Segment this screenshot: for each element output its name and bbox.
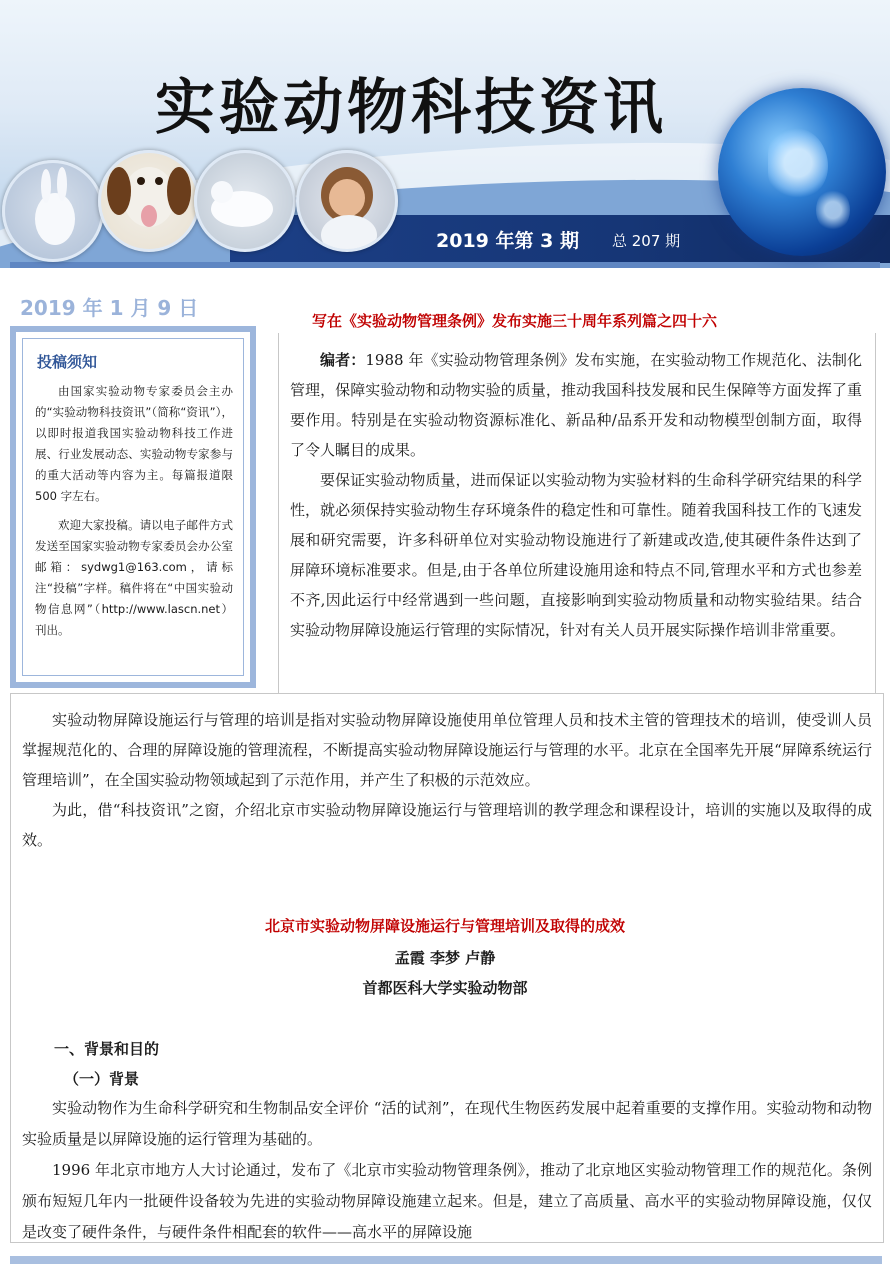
series-title: 写在《实验动物管理条例》发布实施三十周年系列篇之四十六 bbox=[312, 312, 718, 330]
monkey-photo bbox=[296, 150, 398, 252]
subsection-heading: （一）背景 bbox=[64, 1070, 140, 1088]
banner-bottom-rule bbox=[10, 262, 880, 268]
section-heading: 一、背景和目的 bbox=[54, 1040, 160, 1058]
article-title: 北京市实验动物屏障设施运行与管理培训及取得的成效 bbox=[264, 917, 625, 935]
submission-notice-inner bbox=[22, 338, 244, 676]
mouse-photo bbox=[194, 150, 296, 252]
editor-note-para: 要保证实验动物质量，进而保证以实验动物为实验材料的生命科学研究结果的科学性，就必须保持实验动物生存环境条件的稳定性和可靠性。随着我国科技工作的飞速发展和研究需要，许多科研单位对实验动物设施进行了新建或改造,使其硬件条件达到了屏障环境标准要求。但是,由于各单位所建设施用途和特点不同,管理水平和方式也参差不齐,因此运行中经常遇到一些问题，直接影响到实验动物质量和动物实验结果。结合实验动物屏障设施运行管理的实际情况，针对有关人员开展实际操作培训非常重要。 bbox=[290, 471, 862, 639]
rabbit-photo bbox=[2, 160, 104, 262]
body-paragraph: 为此，借“科技资讯”之窗，介绍北京市实验动物屏障设施运行与管理培训的教学理念和课程设计，培训的实施以及取得的成效。 bbox=[22, 801, 872, 849]
submission-notice-heading: 投稿须知 bbox=[37, 353, 98, 371]
body-paragraph: 实验动物作为生命科学研究和生物制品安全评价 “活的试剂”，在现代生物医药发展中起着重要的支撑作用。实验动物和动物实验质量是以屏障设施的运行管理为基础的。 bbox=[22, 1099, 872, 1148]
body-paragraph: 实验动物屏障设施运行与管理的培训是指对实验动物屏障设施使用单位管理人员和技术主管的管理技术的培训，使受训人员掌握规范化的、合理的屏障设施的管理流程，不断提高实验动物屏障设施运行与管理的水平。北京在全国率先开展“屏障系统运行管理培训”，在全国实验动物领域起到了示范作用，并产生了积极的示范效应。 bbox=[22, 711, 872, 789]
publish-date: 2019 年 1 月 9 日 bbox=[20, 296, 199, 320]
dog-photo bbox=[98, 150, 200, 252]
editor-note-continued bbox=[22, 705, 872, 855]
submission-notice-para: 欢迎大家投稿。请以电子邮件方式发送至国家实验动物专家委员会办公室邮箱：sydwg1@163.com，请标注“投稿”字样。稿件将在“中国实验动物信息网”（http://www.lascn.net）刊出。 bbox=[35, 518, 233, 637]
footer-rule bbox=[10, 1256, 882, 1264]
submission-notice-para: 由国家实验动物专家委员会主办的“实验动物科技资讯”（简称“资讯”），以即时报道我国实验动物科技工作进展、行业发展动态、实验动物专家参与的重大活动等内容为主。每篇报道限 500 字左右。 bbox=[35, 384, 233, 503]
submission-notice-box bbox=[10, 326, 256, 688]
editor-note bbox=[290, 345, 862, 645]
globe-graphic bbox=[718, 88, 886, 256]
editor-note-para: 编者：1988 年《实验动物管理条例》发布实施，在实验动物工作规范化、法制化管理，保障实验动物和动物实验的质量，推动我国科技发展和民生保障等方面发挥了重要作用。特别是在实验动物资源标准化、新品种/品系开发和动物模型创制方面，取得了令人瞩目的成果。 bbox=[290, 351, 862, 459]
body-paragraph: 1996 年北京市地方人大讨论通过，发布了《北京市实验动物管理条例》，推动了北京地区实验动物管理工作的规范化。条例颁布短短几年内一批硬件设备较为先进的实验动物屏障设施建立起来。但是，建立了高质量、高水平的实验动物屏障设施，仅仅是改变了硬件条件，与硬件条件相配套的软件——高水平的屏障设施 bbox=[22, 1161, 872, 1241]
article-affiliation: 首都医科大学实验动物部 bbox=[362, 979, 528, 997]
publication-title: 实验动物科技资讯 bbox=[155, 73, 667, 143]
editor-label: 编者： bbox=[320, 351, 366, 369]
article-body bbox=[22, 1093, 872, 1248]
submission-notice-body bbox=[35, 381, 233, 649]
header-banner bbox=[0, 0, 890, 268]
article-authors: 孟霞 李梦 卢静 bbox=[394, 949, 496, 967]
issue-number: 2019 年第 3 期 bbox=[436, 230, 579, 252]
total-issue-number: 总 207 期 bbox=[612, 232, 681, 250]
